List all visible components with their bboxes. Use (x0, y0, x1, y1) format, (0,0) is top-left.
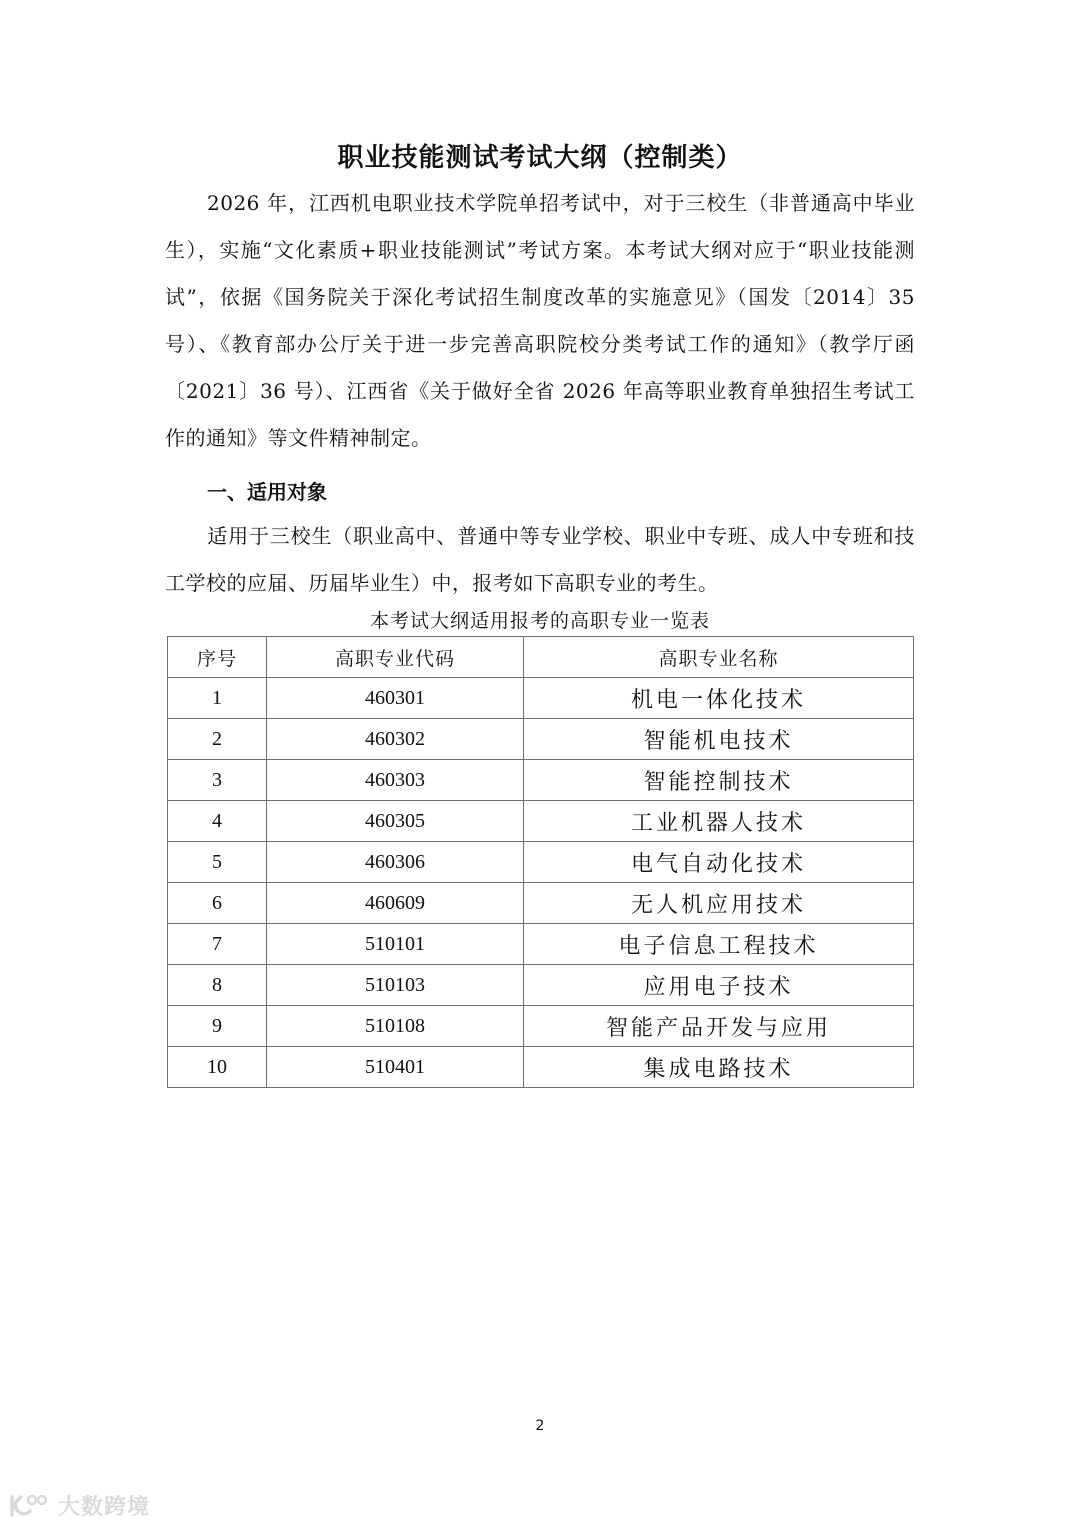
row-code: 510101 (267, 924, 524, 965)
row-major-name: 集成电路技术 (524, 1047, 914, 1088)
row-code: 460302 (267, 719, 524, 760)
row-index: 5 (168, 842, 267, 883)
k-logo-icon (8, 1493, 52, 1519)
header-index: 序号 (168, 637, 267, 678)
row-index: 1 (168, 678, 267, 719)
row-major-name: 智能产品开发与应用 (524, 1006, 914, 1047)
table-row (168, 678, 914, 719)
row-major-name: 应用电子技术 (524, 965, 914, 1006)
row-code: 460609 (267, 883, 524, 924)
row-index: 3 (168, 760, 267, 801)
table-caption: 本考试大纲适用报考的高职专业一览表 (369, 610, 710, 632)
row-code: 510108 (267, 1006, 524, 1047)
table-row (168, 1006, 914, 1047)
row-code: 510103 (267, 965, 524, 1006)
table-header-row (168, 637, 914, 678)
row-major-name: 电子信息工程技术 (524, 924, 914, 965)
table-row (168, 801, 914, 842)
row-major-name: 智能机电技术 (524, 719, 914, 760)
section-heading-applicable: 一、适用对象 (207, 480, 327, 504)
row-major-name: 无人机应用技术 (524, 883, 914, 924)
applicable-text: 适用于三校生（职业高中、普通中等专业学校、职业中专班、成人中专班和技工学校的应届、历届毕业生）中，报考如下高职专业的考生。 (165, 524, 915, 595)
table-row (168, 883, 914, 924)
page-title: 职业技能测试考试大纲（控制类） (337, 143, 743, 173)
row-index: 9 (168, 1006, 267, 1047)
intro-paragraph (165, 180, 915, 462)
table-row (168, 924, 914, 965)
row-code: 460306 (267, 842, 524, 883)
page-number: 2 (535, 1418, 545, 1434)
row-index: 6 (168, 883, 267, 924)
table-row (168, 965, 914, 1006)
row-code: 460301 (267, 678, 524, 719)
row-code: 460305 (267, 801, 524, 842)
row-major-name: 智能控制技术 (524, 760, 914, 801)
intro-text: 2026 年，江西机电职业技术学院单招考试中，对于三校生（非普通高中毕业生），实施“文化素质+职业技能测试”考试方案。本考试大纲对应于“职业技能测试”，依据《国务院关于深化考试招生制度改革的实施意见》（国发〔2014〕35 号）、《教育部办公厅关于进一步完善高职院校分类考试工作的通知》（教学厅函〔2021〕36 号）、江西省《关于做好全省 2026 年高等职业教育单独招生考试工作的通知》等文件精神制定。 (165, 191, 915, 450)
row-major-name: 机电一体化技术 (524, 678, 914, 719)
watermark-text: 大数跨境 (58, 1495, 151, 1520)
table-row (168, 719, 914, 760)
header-code: 高职专业代码 (267, 637, 524, 678)
row-code: 460303 (267, 760, 524, 801)
applicable-paragraph (165, 513, 915, 607)
header-name: 高职专业名称 (524, 637, 914, 678)
table-row (168, 1047, 914, 1088)
row-index: 4 (168, 801, 267, 842)
row-code: 510401 (267, 1047, 524, 1088)
row-index: 2 (168, 719, 267, 760)
table-row (168, 760, 914, 801)
row-index: 10 (168, 1047, 267, 1088)
row-index: 8 (168, 965, 267, 1006)
row-major-name: 电气自动化技术 (524, 842, 914, 883)
table-row (168, 842, 914, 883)
row-major-name: 工业机器人技术 (524, 801, 914, 842)
row-index: 7 (168, 924, 267, 965)
watermark (8, 1490, 150, 1521)
majors-table (167, 636, 914, 1088)
